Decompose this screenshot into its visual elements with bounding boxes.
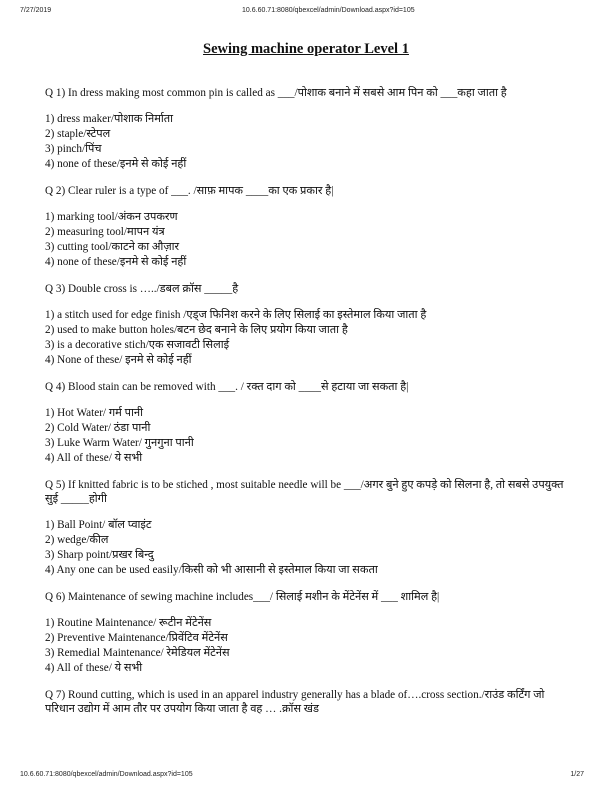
option-item: 2) used to make button holes/बटन छेद बनाने के लिए प्रयोग किया जाता है — [45, 324, 348, 336]
option-item: 3) Sharp point/प्रखर बिन्दु — [45, 549, 154, 561]
option-item: 2) measuring tool/मापन यंत्र — [45, 226, 165, 238]
question-text: Q 3) Double cross is …../डबल क्रॉस _____है — [45, 283, 239, 295]
option-item: 4) Any one can be used easily/किसी को भी आसानी से इस्तेमाल किया जा सकता — [45, 564, 378, 576]
print-url: 10.6.60.71:8080/qbexcel/admin/Download.aspx?id=105 — [242, 7, 415, 14]
option-list — [45, 616, 570, 676]
page-number: 1/27 — [570, 771, 584, 778]
option-item: 1) a stitch used for edge finish /एड्ज फिनिश करने के लिए सिलाई का इस्तेमाल किया जाता है — [45, 309, 427, 321]
option-item: 1) Routine Maintenance/ रूटीन मेंटेनेंस — [45, 617, 212, 629]
question-text: Q 7) Round cutting, which is used in an apparel industry generally has a blade of….cross section./राउंड कर्टिंग जो परिधान उद्योग में आम तौर पर उपयोग किया जाता है वह … .क्रॉस खंड — [45, 689, 545, 715]
option-item: 1) Hot Water/ गर्म पानी — [45, 407, 143, 419]
question-text: Q 2) Clear ruler is a type of ___. /साफ़ मापक ____का एक प्रकार है| — [45, 185, 334, 197]
option-item: 1) marking tool/अंकन उपकरण — [45, 211, 178, 223]
question-text: Q 6) Maintenance of sewing machine includes___/ सिलाई मशीन के मेंटेनेंस में ___ शामिल है| — [45, 591, 440, 603]
option-item: 3) is a decorative stich/एक सजावटी सिलाई — [45, 339, 230, 351]
question-block — [45, 282, 570, 368]
option-item: 4) None of these/ इनमे से कोई नहीं — [45, 354, 192, 366]
question-list — [45, 86, 570, 728]
option-item: 1) Ball Point/ बॉल प्वाइंट — [45, 519, 152, 531]
option-item: 4) none of these/इनमे से कोई नहीं — [45, 158, 187, 170]
option-item: 2) staple/स्टेपल — [45, 128, 111, 140]
question-text: Q 1) In dress making most common pin is called as ___/पोशाक बनाने में सबसे आम पिन को ___कहा जाता है — [45, 87, 507, 99]
option-list — [45, 406, 570, 466]
print-date: 7/27/2019 — [20, 7, 52, 14]
option-item: 4) All of these/ ये सभी — [45, 452, 143, 464]
option-list — [45, 518, 570, 578]
option-item: 1) dress maker/पोशाक निर्माता — [45, 113, 174, 125]
option-item: 2) wedge/कील — [45, 534, 109, 546]
question-block — [45, 590, 570, 676]
option-item: 2) Cold Water/ ठंडा पानी — [45, 422, 151, 434]
option-list — [45, 112, 570, 172]
option-item: 2) Preventive Maintenance/प्रिवेंटिव मेंटेनेंस — [45, 632, 228, 644]
question-block — [45, 478, 570, 578]
question-block — [45, 380, 570, 466]
option-item: 3) Luke Warm Water/ गुनगुना पानी — [45, 437, 194, 449]
question-block — [45, 86, 570, 172]
question-block — [45, 688, 570, 716]
option-list — [45, 210, 570, 270]
footer-url: 10.6.60.71:8080/qbexcel/admin/Download.aspx?id=105 — [20, 771, 193, 778]
question-text: Q 4) Blood stain can be removed with ___. / रक्त दाग को ____से हटाया जा सकता है| — [45, 381, 409, 393]
option-item: 4) none of these/इनमे से कोई नहीं — [45, 256, 187, 268]
page-title: Sewing machine operator Level 1 — [203, 41, 409, 57]
option-item: 3) pinch/पिंच — [45, 143, 102, 155]
option-item: 3) cutting tool/काटने का औज़ार — [45, 241, 180, 253]
question-block — [45, 184, 570, 270]
option-item: 4) All of these/ ये सभी — [45, 662, 143, 674]
question-text: Q 5) If knitted fabric is to be stiched , most suitable needle will be ___/अगर बुने हुए कपड़े को सिलना है, तो सबसे उपयुक्त सुई _____होगी — [45, 479, 564, 505]
option-item: 3) Remedial Maintenance/ रेमेडियल मेंटेनेंस — [45, 647, 230, 659]
option-list — [45, 308, 570, 368]
